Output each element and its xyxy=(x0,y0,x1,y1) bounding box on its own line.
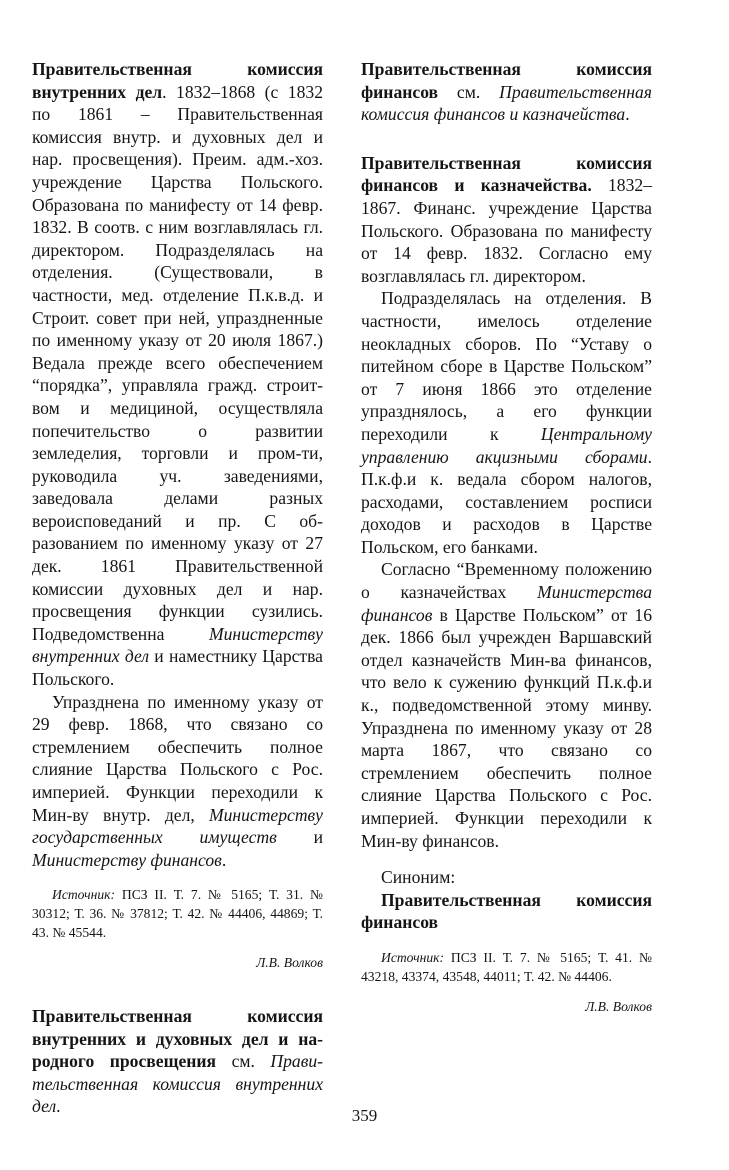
entry-body: . xyxy=(221,849,227,870)
entry-author: Л.В. Волков xyxy=(585,998,652,1014)
entry-body: . 1832–1868 (с 1832 по 1861 – Правительственная комиссия внутр. и духовных дел и нар. просвещения). Преим. адм.-хоз. учреждение Царства Польского. Образована по манифесту от 14 февр. 1832. В соотв. с ним возглавлялась гл. директором. Подразделялась на отделения. (Существовали, в частности, мед. отделение П.к.в.д. и Строит. совет при ней, упраздненные по именному указу от 20 июля 1867.) Ведала прежде всего обеспечением “порядка”, управляла гражд. строит-вом и медициной, осуществляла попечительство о развитии земледелия, торговли и пром-ти, руководила уч. заведениями, заведовала делами разных вероисповеданий и пр. С образованием по именному указу от 27 дек. 1861 Правительственной комиссии духовных дел и нар. просвещения функции сузились. Подведомственна xyxy=(32,81,323,644)
entry-paragraph xyxy=(361,287,652,558)
entry-finance-commission: Правительственная комиссия финансов см. Правительственная комиссия финансов и казначейства. xyxy=(361,59,652,125)
entry-finance-treasury xyxy=(361,152,652,288)
entry-author: Л.В. Волков xyxy=(256,955,323,971)
entry-source xyxy=(32,885,323,942)
synonym-label: Синоним: xyxy=(381,867,456,888)
entry-title: Правительственная комиссия финансов xyxy=(361,59,652,102)
cross-reference: Правительственная комиссия внутренних дел xyxy=(32,1051,324,1117)
synonym-title: Правительственная комиссия финансов xyxy=(361,889,652,933)
cross-reference: Министерству финансов xyxy=(32,849,222,870)
entry-paragraph xyxy=(32,691,323,872)
cross-reference: Министерству внутренних дел xyxy=(32,623,323,667)
entry-title: Правительственная комиссия финансов и казначейства. xyxy=(361,152,652,196)
left-column xyxy=(32,58,323,1118)
see-word: см. xyxy=(216,1051,271,1072)
entry-body: . П.к.ф.и к. ведала сбором налогов, расходами, составлением росписи доходов и расходов в Царстве Польском, его банками. xyxy=(361,446,652,557)
source-text: ПСЗ II. Т. 7. № 5165; Т. 41. № 43218, 43374, 43548, 44011; Т. 42. № 44406. xyxy=(361,949,652,984)
source-label: Источник: xyxy=(52,887,116,903)
cross-reference: Центральному управлению акцизными сборами xyxy=(361,423,652,467)
entry-internal-spiritual-affairs: Правительственная комиссия внутренних и духовных дел и народного просвещения см. Правительственная комиссия внутренних дел. xyxy=(32,1005,324,1117)
entry-body: и наместнику Царства Польского. xyxy=(32,646,323,690)
entry-source xyxy=(361,948,652,986)
page-number: 359 xyxy=(351,1106,378,1125)
entry-body: Подразделялась на отделения. В частности, имелось отделение неокладных сборов. По “Уставу о питейном сборе в Царстве Польском” от 7 июня 1866 это отделение упразднялось, а его функции переходили к xyxy=(361,288,652,444)
right-column xyxy=(361,58,652,1019)
cross-reference: Министерства финансов xyxy=(361,582,652,625)
source-label: Источник: xyxy=(381,949,445,965)
entry-internal-affairs xyxy=(32,58,323,691)
entry-body: Согласно “Временному положению о казначействах xyxy=(361,559,652,603)
entry-body: и xyxy=(276,827,323,848)
entry-title: Правительственная комиссия внутренних и духовных дел и народного просвещения xyxy=(32,1005,323,1072)
see-word: см. xyxy=(438,81,500,102)
entry-title: Правительственная комиссия внутренних дел xyxy=(32,59,323,102)
entry-body: Упразднена по именному указу от 29 февр. 1868, что связано со стремлением обеспечить полное слияние Царства Польского с Рос. империей. Функции переходили к Мин-ву внутр. дел, xyxy=(32,691,323,825)
cross-reference: Министерству государственных имуществ xyxy=(32,804,323,848)
source-text: ПСЗ II. Т. 7. № 5165; Т. 31. № 30312; Т. 36. № 37812; Т. 42. № 44406, 44869; Т. 43. № 45544. xyxy=(32,887,323,941)
entry-paragraph xyxy=(361,558,652,852)
cross-reference: Правительственная комиссия финансов и казначейства xyxy=(361,81,652,125)
entry-body: 1832–1867. Финанс. учреждение Царства Польского. Образована по манифесту от 14 февр. 1832. Согласно ему возглавлялась гл. директором. xyxy=(361,175,652,286)
entry-body: в Царстве Польском” от 16 дек. 1866 был учрежден Варшавский отдел казначейств Мин-ва финансов, что вело к сужению функций П.к.ф.и к., подведомственной этому минву. Упразднена по именному указу от 28 марта 1867, что связано со стремлением обеспечить полное слияние Царства Польского с Рос. империей. Функции переходили к Мин-ву финансов. xyxy=(361,604,652,851)
